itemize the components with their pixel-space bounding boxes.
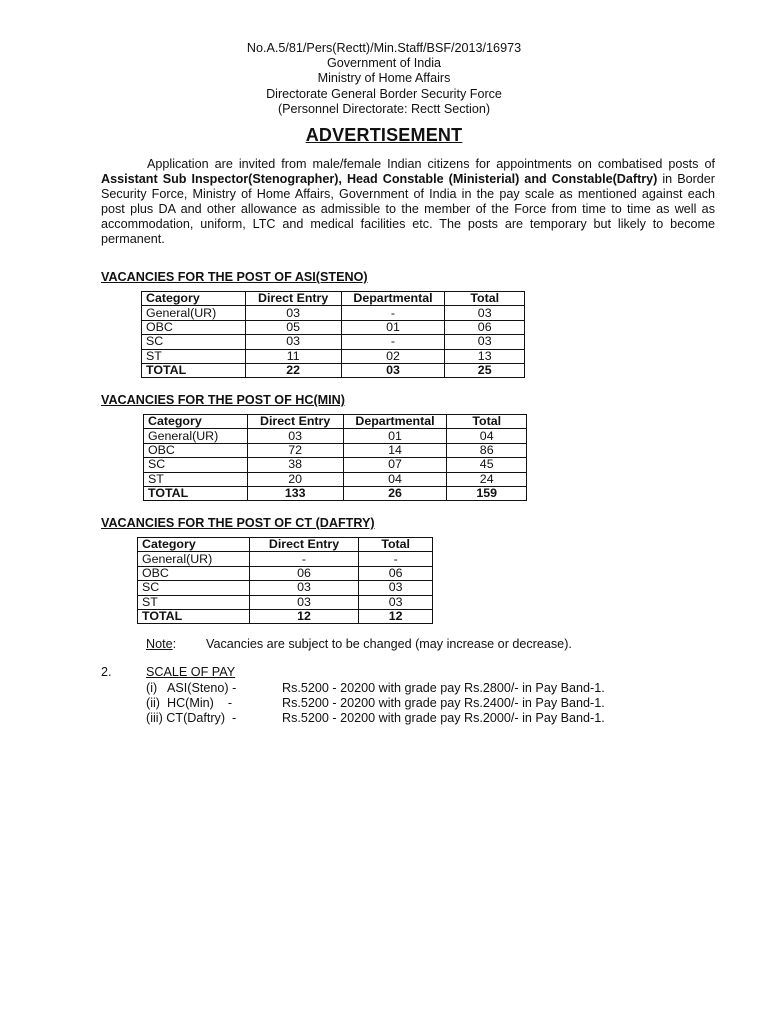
ct-vacancy-table	[137, 537, 433, 624]
direct-entry-cell: 03	[247, 429, 343, 443]
category-cell: OBC	[144, 443, 248, 457]
table-row	[142, 306, 525, 320]
pay-row	[146, 681, 605, 696]
grand-total: 12	[359, 609, 433, 623]
table-row	[144, 472, 527, 486]
total-cell: 06	[445, 320, 525, 334]
direct-entry-cell: 06	[249, 566, 359, 580]
header-line-government: Government of India	[326, 56, 442, 71]
direct-entry-cell: 03	[249, 595, 359, 609]
table-row	[144, 458, 527, 472]
total-cell: 24	[447, 472, 527, 486]
total-cell: 45	[447, 458, 527, 472]
pay-scale: Rs.5200 - 20200 with grade pay Rs.2400/- in Pay Band-1.	[282, 696, 605, 710]
category-cell: General(UR)	[144, 429, 248, 443]
table-row	[142, 349, 525, 363]
direct-entry-total: 12	[249, 609, 359, 623]
table-row	[144, 429, 527, 443]
departmental-cell: 01	[343, 429, 447, 443]
direct-entry-cell: 03	[249, 581, 359, 595]
departmental-cell: 14	[343, 443, 447, 457]
letter-header	[0, 41, 768, 117]
column-header: Total	[445, 292, 525, 306]
departmental-cell: -	[341, 335, 445, 349]
column-header: Direct Entry	[245, 292, 341, 306]
reference-number: No.A.5/81/Pers(Rectt)/Min.Staff/BSF/2013/16973	[246, 41, 522, 55]
total-cell: 03	[359, 595, 433, 609]
direct-entry-cell: 72	[247, 443, 343, 457]
page-title: ADVERTISEMENT	[305, 125, 463, 145]
intro-paragraph	[101, 157, 715, 248]
total-cell: 03	[359, 581, 433, 595]
category-cell: SC	[144, 458, 248, 472]
category-cell: General(UR)	[138, 552, 250, 566]
total-cell: 03	[445, 306, 525, 320]
departmental-cell: 01	[341, 320, 445, 334]
total-cell: 13	[445, 349, 525, 363]
pay-post: (i) ASI(Steno) -	[146, 681, 237, 695]
intro-text-1: Application are invited from male/female Indian citizens for appointments on combatised posts of	[147, 157, 715, 171]
grand-total: 159	[447, 486, 527, 500]
pay-scale: Rs.5200 - 20200 with grade pay Rs.2000/- in Pay Band-1.	[282, 711, 605, 725]
total-cell: 04	[447, 429, 527, 443]
departmental-total: 26	[343, 486, 447, 500]
column-header: Category	[142, 292, 246, 306]
section-number: 2.	[101, 665, 112, 679]
table-header-row	[144, 415, 527, 429]
direct-entry-cell: 11	[245, 349, 341, 363]
ct-heading: VACANCIES FOR THE POST OF CT (DAFTRY)	[101, 516, 375, 530]
hc-vacancy-table	[143, 414, 527, 501]
category-cell: SC	[138, 581, 250, 595]
header-line-directorate: Directorate General Border Security Force	[266, 86, 502, 101]
table-row	[138, 581, 433, 595]
direct-entry-cell: 20	[247, 472, 343, 486]
pay-row	[146, 696, 605, 711]
total-cell: 06	[359, 566, 433, 580]
category-cell: OBC	[142, 320, 246, 334]
category-cell: ST	[144, 472, 248, 486]
direct-entry-total: 133	[247, 486, 343, 500]
departmental-cell: 02	[341, 349, 445, 363]
column-header: Category	[138, 538, 250, 552]
asi-vacancy-table	[141, 291, 525, 378]
grand-total: 25	[445, 363, 525, 377]
scale-of-pay-heading: SCALE OF PAY	[146, 665, 236, 679]
header-line-section: (Personnel Directorate: Rectt Section)	[277, 101, 491, 116]
direct-entry-cell: 03	[245, 306, 341, 320]
category-cell: OBC	[138, 566, 250, 580]
intro-posts-bold: Assistant Sub Inspector(Stenographer), Head Constable (Ministerial) and Constable(Daftry)	[101, 172, 658, 187]
note-label: Note	[146, 637, 173, 651]
table-row	[142, 335, 525, 349]
note	[146, 637, 572, 651]
asi-heading: VACANCIES FOR THE POST OF ASI(STENO)	[101, 270, 368, 284]
column-header: Total	[447, 415, 527, 429]
table-row	[138, 595, 433, 609]
pay-post: (iii) CT(Daftry) -	[146, 711, 237, 725]
column-header: Total	[359, 538, 433, 552]
note-colon: :	[172, 637, 177, 651]
table-total-row	[144, 486, 527, 500]
pay-post: (ii) HC(Min) -	[146, 696, 233, 710]
column-header: Departmental	[343, 415, 447, 429]
departmental-cell: 04	[343, 472, 447, 486]
table-row	[142, 320, 525, 334]
intro-text-2: in Border Security Force, Ministry of Home Affairs, Government of India in the pay scale as mentioned against each post plus DA and other allowance as admissible to the member of the Force from time to time as well as accommodation, uniform, LTC and medical facilities etc. The posts are temporary but likely to become permanent.	[101, 172, 715, 247]
total-label-cell: TOTAL	[138, 609, 250, 623]
category-cell: ST	[138, 595, 250, 609]
category-cell: ST	[142, 349, 246, 363]
direct-entry-cell: 03	[245, 335, 341, 349]
departmental-cell: 07	[343, 458, 447, 472]
total-label-cell: TOTAL	[142, 363, 246, 377]
total-label-cell: TOTAL	[144, 486, 248, 500]
total-cell: 86	[447, 443, 527, 457]
table-row	[138, 566, 433, 580]
total-cell: 03	[445, 335, 525, 349]
table-header-row	[142, 292, 525, 306]
direct-entry-cell: 38	[247, 458, 343, 472]
hc-heading: VACANCIES FOR THE POST OF HC(MIN)	[101, 393, 345, 407]
category-cell: General(UR)	[142, 306, 246, 320]
total-cell: -	[359, 552, 433, 566]
table-row	[144, 443, 527, 457]
departmental-total: 03	[341, 363, 445, 377]
category-cell: SC	[142, 335, 246, 349]
table-row	[138, 552, 433, 566]
column-header: Direct Entry	[249, 538, 359, 552]
note-text: Vacancies are subject to be changed (may increase or decrease).	[206, 637, 572, 651]
table-total-row	[142, 363, 525, 377]
column-header: Direct Entry	[247, 415, 343, 429]
header-line-ministry: Ministry of Home Affairs	[317, 71, 451, 86]
pay-row	[146, 711, 605, 726]
column-header: Category	[144, 415, 248, 429]
departmental-cell: -	[341, 306, 445, 320]
pay-scale: Rs.5200 - 20200 with grade pay Rs.2800/- in Pay Band-1.	[282, 681, 605, 695]
table-header-row	[138, 538, 433, 552]
direct-entry-total: 22	[245, 363, 341, 377]
column-header: Departmental	[341, 292, 445, 306]
direct-entry-cell: -	[249, 552, 359, 566]
direct-entry-cell: 05	[245, 320, 341, 334]
table-total-row	[138, 609, 433, 623]
